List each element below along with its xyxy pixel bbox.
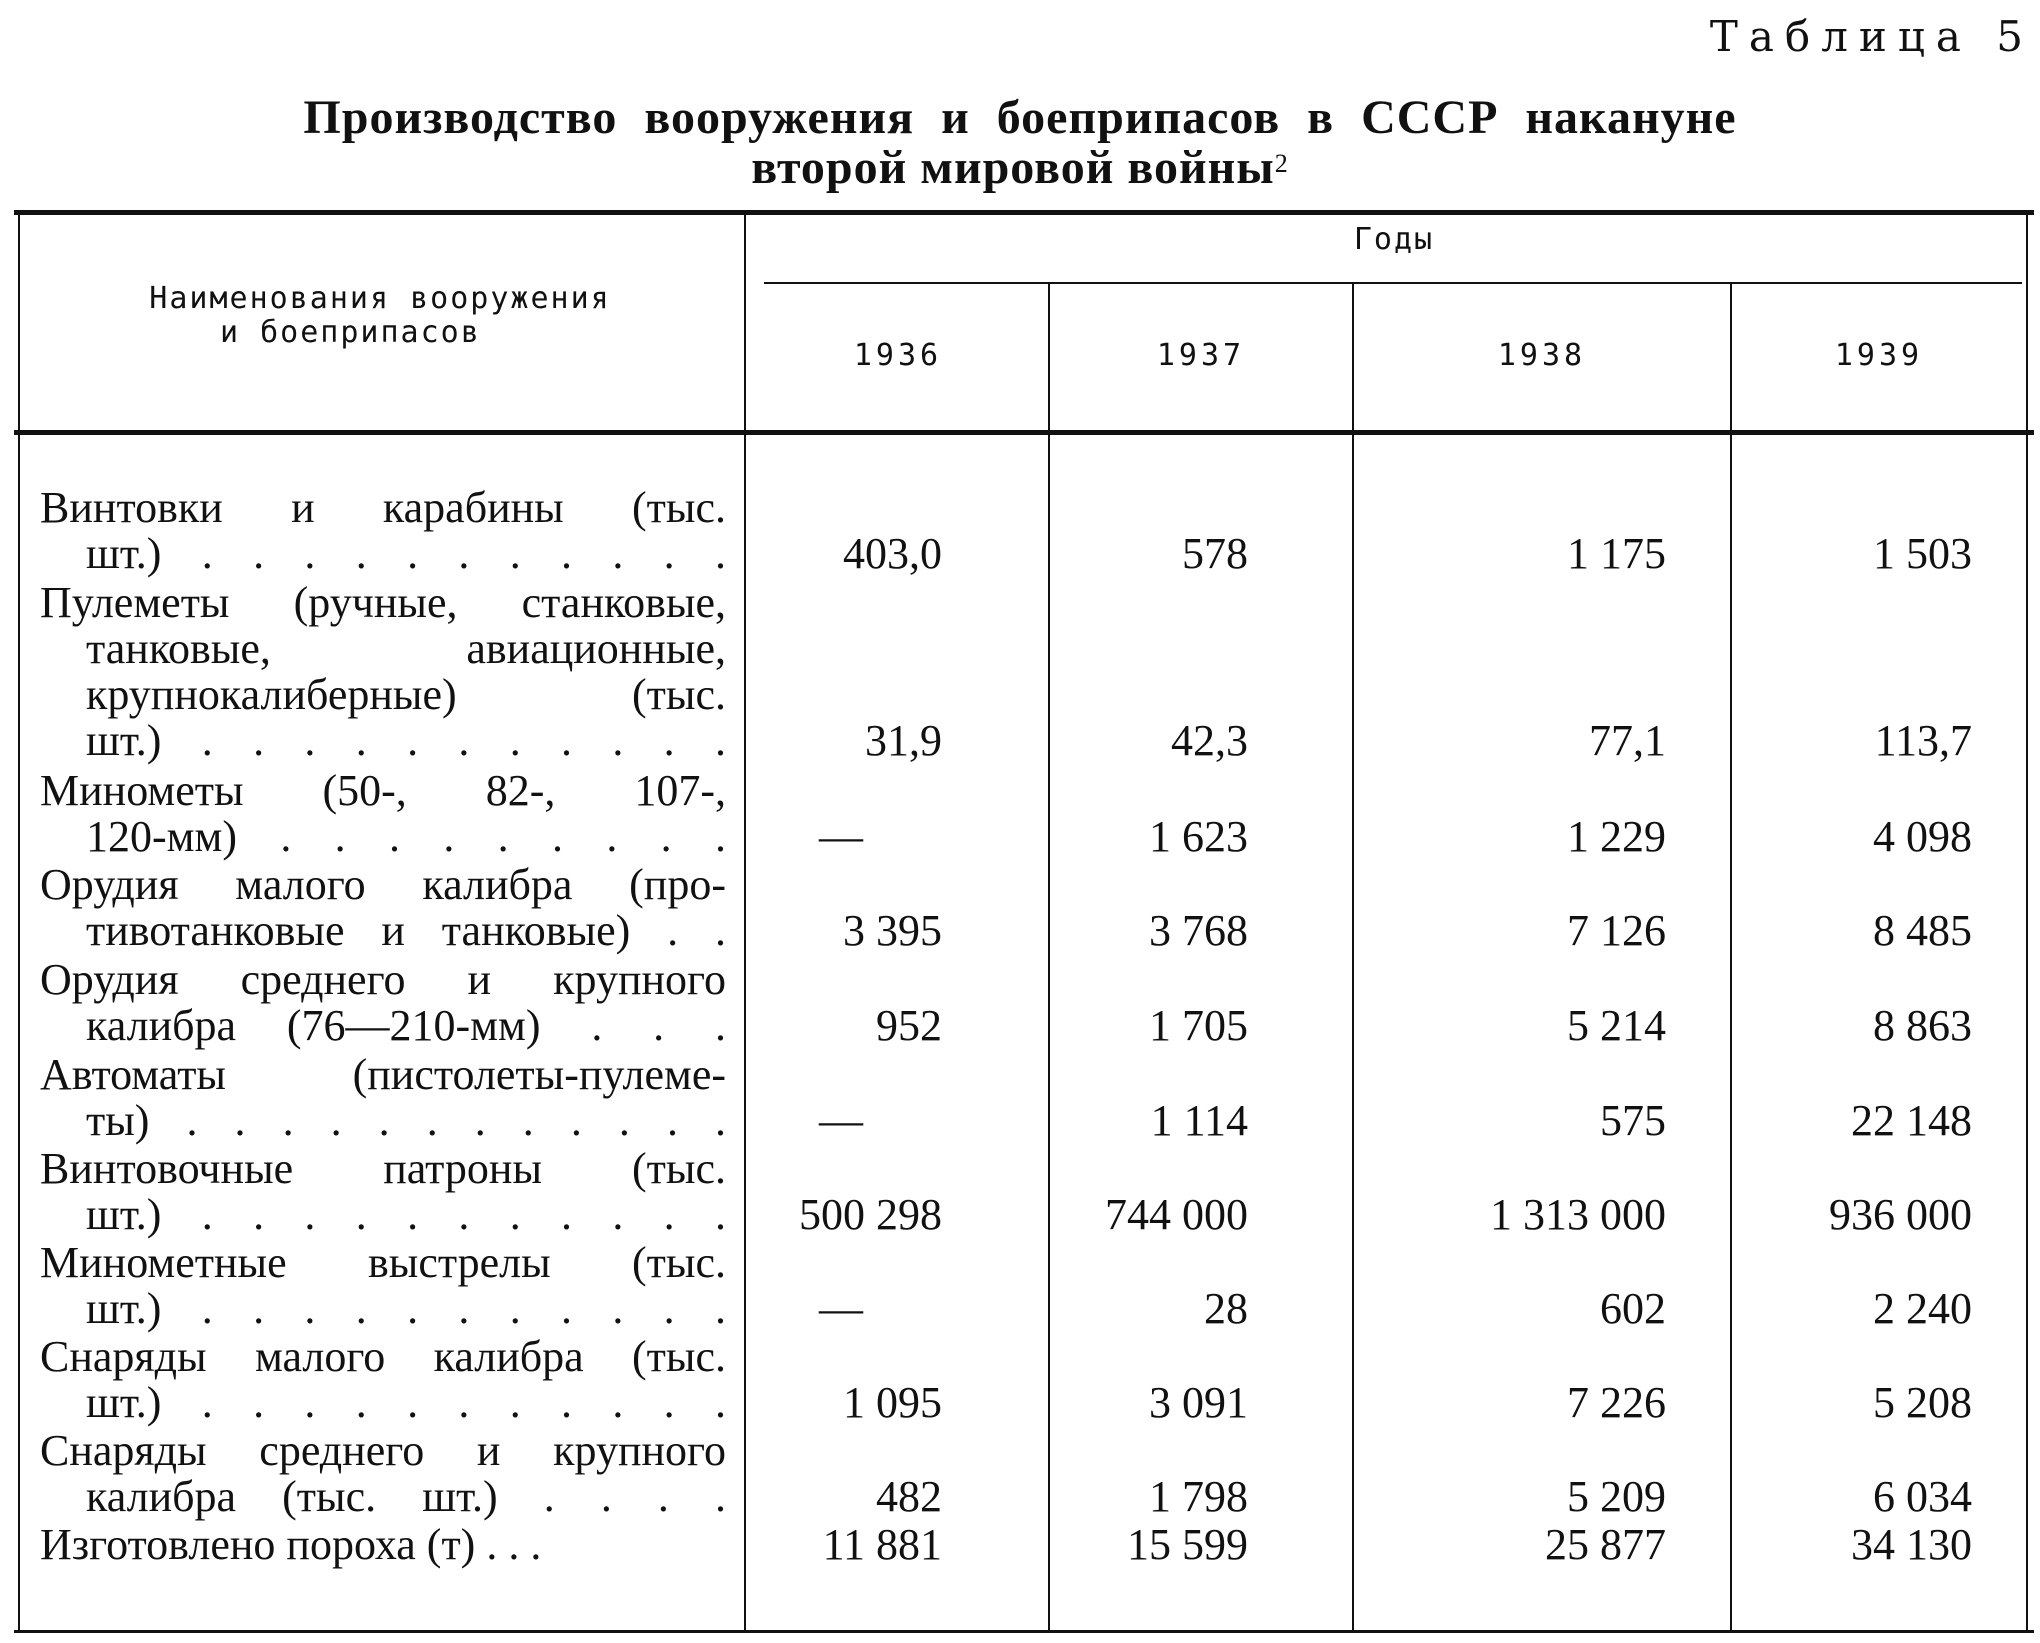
row-label-line: Винтовочные патроны (тыс. — [40, 1144, 726, 1193]
row-label-line: Минометные выстрелы (тыс. — [40, 1238, 726, 1287]
value-cell-1936: — — [819, 1096, 863, 1145]
column-divider-1937 — [1352, 284, 1354, 1630]
column-divider-1936 — [1048, 284, 1050, 1630]
value-cell-1939: 22 148 — [1851, 1096, 1972, 1145]
row-label — [40, 862, 726, 954]
value-cell-1936: — — [819, 812, 863, 861]
value-cell-1937: 42,3 — [1171, 716, 1248, 765]
value-cell-1939: 1 503 — [1873, 529, 1972, 578]
row-label — [40, 768, 726, 860]
value-cell-1937: 1 114 — [1150, 1096, 1248, 1145]
row-label-line: Пулеметы (ручные, станковые, — [40, 578, 726, 627]
value-cell-1939: 2 240 — [1873, 1284, 1972, 1333]
value-cell-1937: 15 599 — [1127, 1520, 1248, 1569]
table-title: Производство вооружения и боеприпасов в СССР накануне — [303, 91, 1737, 144]
year-header-1939: 1939 — [1834, 338, 1924, 373]
value-cell-1939: 113,7 — [1874, 716, 1972, 765]
table-title-line2: второй мировой войны$^2$ — [751, 141, 1289, 194]
value-cell-1938: 5 214 — [1567, 1001, 1666, 1050]
year-header-1938: 1938 — [1497, 338, 1587, 373]
name-column-header-line1: Наименования вооружения — [149, 281, 611, 316]
row-label — [40, 1334, 726, 1426]
column-divider-name — [744, 215, 746, 1630]
year-header-1936: 1936 — [853, 338, 943, 373]
row-label-line: Винтовки и карабины (тыс. — [40, 483, 726, 532]
value-cell-1937: 578 — [1182, 529, 1248, 578]
value-cell-1937: 1 623 — [1149, 812, 1248, 861]
value-cell-1938: 1 229 — [1567, 812, 1666, 861]
row-label-line: шт.) . . . . . . . . . . . — [86, 1284, 726, 1333]
value-cell-1938: 1 313 000 — [1490, 1190, 1666, 1239]
table-left-border — [18, 215, 20, 1630]
value-cell-1937: 28 — [1204, 1284, 1248, 1333]
row-label-line: калибра (76—210-мм) . . . — [86, 1001, 726, 1050]
value-cell-1938: 7 126 — [1567, 906, 1666, 955]
years-header-rule — [764, 282, 2022, 284]
row-label-line: ты) . . . . . . . . . . . . — [86, 1096, 726, 1145]
row-label-line: крупнокалиберные) (тыс. — [86, 670, 726, 719]
row-label-line: калибра (тыс. шт.) . . . . — [86, 1472, 726, 1521]
row-label-line: шт.) . . . . . . . . . . . — [86, 1190, 726, 1239]
footnote-marker: 2 — [1274, 149, 1289, 178]
value-cell-1937: 3 768 — [1149, 906, 1248, 955]
name-column-header-line2: и боеприпасов — [220, 315, 481, 350]
value-cell-1938: 575 — [1600, 1096, 1666, 1145]
row-label — [40, 957, 726, 1049]
value-cell-1936: 1 095 — [843, 1378, 942, 1427]
value-cell-1936: 500 298 — [799, 1190, 942, 1239]
row-label — [40, 1240, 726, 1332]
row-label-line: шт.) . . . . . . . . . . . — [86, 1378, 726, 1427]
row-label — [40, 1522, 726, 1568]
row-label-line: Снаряды малого калибра (тыс. — [40, 1332, 726, 1381]
value-cell-1937: 1 705 — [1149, 1001, 1248, 1050]
value-cell-1936: 11 881 — [822, 1520, 942, 1569]
years-header: Годы — [1353, 222, 1435, 257]
table-top-rule — [14, 210, 2034, 215]
row-label-line: танковые, авиационные, — [86, 624, 726, 673]
value-cell-1937: 3 091 — [1149, 1378, 1248, 1427]
value-cell-1936: 482 — [876, 1472, 942, 1521]
value-cell-1936: 952 — [876, 1001, 942, 1050]
name-column-header — [40, 282, 720, 350]
value-cell-1938: 5 209 — [1567, 1472, 1666, 1521]
row-label — [40, 1428, 726, 1520]
value-cell-1938: 77,1 — [1589, 716, 1666, 765]
value-cell-1936: — — [819, 1284, 863, 1333]
value-cell-1937: 1 798 — [1149, 1472, 1248, 1521]
value-cell-1937: 744 000 — [1105, 1190, 1248, 1239]
table-number: Таблица 5 — [1709, 12, 2034, 61]
row-label-line: Изготовлено пороха (т) . . . — [40, 1520, 542, 1569]
value-cell-1938: 25 877 — [1545, 1520, 1666, 1569]
row-label-line: шт.) . . . . . . . . . . . — [86, 529, 726, 578]
value-cell-1936: 403,0 — [843, 529, 942, 578]
value-cell-1938: 7 226 — [1567, 1378, 1666, 1427]
table-right-border — [2026, 215, 2028, 1630]
table-bottom-rule — [14, 1630, 2034, 1633]
value-cell-1938: 1 175 — [1567, 529, 1666, 578]
row-label-line: тивотанковые и танковые) . . — [86, 906, 726, 955]
value-cell-1939: 8 863 — [1873, 1001, 1972, 1050]
value-cell-1939: 6 034 — [1873, 1472, 1972, 1521]
value-cell-1938: 602 — [1600, 1284, 1666, 1333]
year-header-1937: 1937 — [1156, 338, 1246, 373]
row-label-line: Минометы (50-, 82-, 107-, — [40, 766, 726, 815]
value-cell-1939: 4 098 — [1873, 812, 1972, 861]
row-label-line: Орудия среднего и крупного — [40, 955, 726, 1004]
row-label-line: Снаряды среднего и крупного — [40, 1426, 726, 1475]
row-label — [40, 580, 726, 764]
value-cell-1936: 3 395 — [843, 906, 942, 955]
row-label-line: Автоматы (пистолеты-пулеме- — [40, 1050, 726, 1099]
row-label-line: 120-мм) . . . . . . . . . — [86, 812, 726, 861]
value-cell-1939: 34 130 — [1851, 1520, 1972, 1569]
row-label — [40, 485, 726, 577]
value-cell-1939: 936 000 — [1829, 1190, 1972, 1239]
value-cell-1939: 8 485 — [1873, 906, 1972, 955]
value-cell-1939: 5 208 — [1873, 1378, 1972, 1427]
row-label — [40, 1052, 726, 1144]
value-cell-1936: 31,9 — [865, 716, 942, 765]
row-label-line: Орудия малого калибра (про- — [40, 860, 726, 909]
row-label — [40, 1146, 726, 1238]
row-label-line: шт.) . . . . . . . . . . . — [86, 716, 726, 765]
column-divider-1938 — [1730, 284, 1732, 1630]
